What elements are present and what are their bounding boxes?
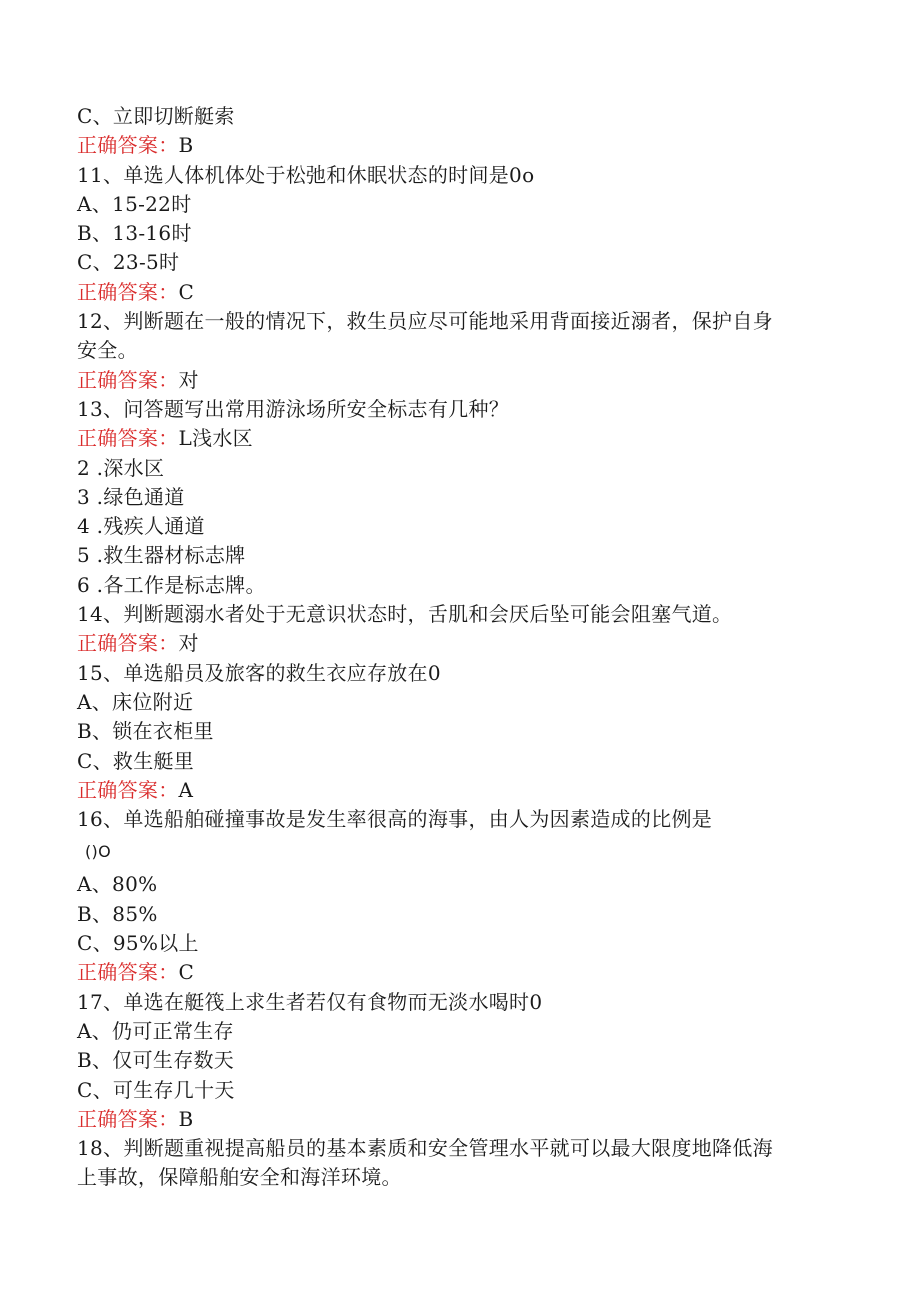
answer-line [77, 424, 837, 453]
text-line: C、立即切断艇索 [77, 104, 235, 128]
text-line: 12、判断题在一般的情况下，救生员应尽可能地采用背面接近溺者，保护自身 [77, 309, 773, 334]
answer-line [77, 776, 837, 805]
answer-value: L浅水区 [178, 426, 253, 451]
text-line: C、95%以上 [77, 931, 199, 956]
text-line: C、可生存几十天 [77, 1077, 235, 1102]
text-line: 3 .绿色通道 [77, 484, 185, 509]
answer-value: B [178, 1106, 194, 1131]
text-line: 5 .救生器材标志牌 [77, 543, 246, 568]
answer-line [77, 1105, 837, 1134]
answer-line [77, 131, 837, 160]
text-line: B、13-16时 [77, 221, 192, 246]
answer-label: 正确答案： [77, 367, 179, 392]
text-line: 6 .各工作是标志牌。 [77, 572, 266, 597]
text-line: A、仍可正常生存 [77, 1018, 234, 1043]
answer-label: 正确答案： [77, 960, 179, 985]
answer-value: C [178, 960, 195, 985]
answer-label: 正确答案： [77, 426, 179, 451]
answer-label: 正确答案： [77, 631, 179, 656]
text-line: 13、问答题写出常用游泳场所安全标志有几种？ [77, 396, 510, 421]
text-line: 4 .残疾人通道 [77, 514, 205, 539]
answer-line [77, 629, 837, 658]
answer-line [77, 366, 837, 395]
answer-label: 正确答案： [77, 279, 179, 304]
text-line: 14、判断题溺水者处于无意识状态时，舌肌和会厌后坠可能会阻塞气道。 [77, 602, 733, 627]
text-line: A、15-22时 [77, 191, 192, 216]
answer-value: C [178, 279, 195, 304]
text-line: 15、单选船员及旅客的救生衣应存放在0 [77, 660, 441, 685]
text-line: B、85% [77, 901, 158, 926]
answer-value: A [178, 777, 194, 802]
text-line: B、仅可生存数天 [77, 1048, 235, 1073]
text-line: C、救生艇里 [77, 748, 195, 773]
text-line: C、23-5时 [77, 250, 180, 275]
document-body [77, 102, 837, 1193]
answer-line [77, 958, 837, 987]
text-line: 18、判断题重视提高船员的基本素质和安全管理水平就可以最大限度地降低海 [77, 1136, 773, 1161]
answer-line [77, 278, 837, 307]
text-line: 11、单选人体机体处于松弛和休眠状态的时间是0o [77, 162, 535, 187]
text-line: 2 .深水区 [77, 455, 165, 480]
answer-value: B [178, 133, 194, 158]
answer-value: 对 [178, 631, 199, 656]
answer-label: 正确答案： [77, 777, 179, 802]
blank-placeholder: ()O [85, 842, 111, 862]
text-line: A、80% [77, 872, 158, 897]
text-line: 上事故，保障船舶安全和海洋环境。 [77, 1165, 402, 1190]
text-line: 安全。 [77, 338, 138, 363]
text-line: 17、单选在艇筏上求生者若仅有食物而无淡水喝时0 [77, 989, 543, 1014]
answer-label: 正确答案： [77, 133, 179, 158]
answer-value: 对 [178, 367, 199, 392]
text-line: 16、单选船舶碰撞事故是发生率很高的海事，由人为因素造成的比例是 [77, 807, 713, 832]
answer-label: 正确答案： [77, 1106, 179, 1131]
text-line: A、床位附近 [77, 689, 194, 714]
text-line: B、锁在衣柜里 [77, 719, 214, 744]
